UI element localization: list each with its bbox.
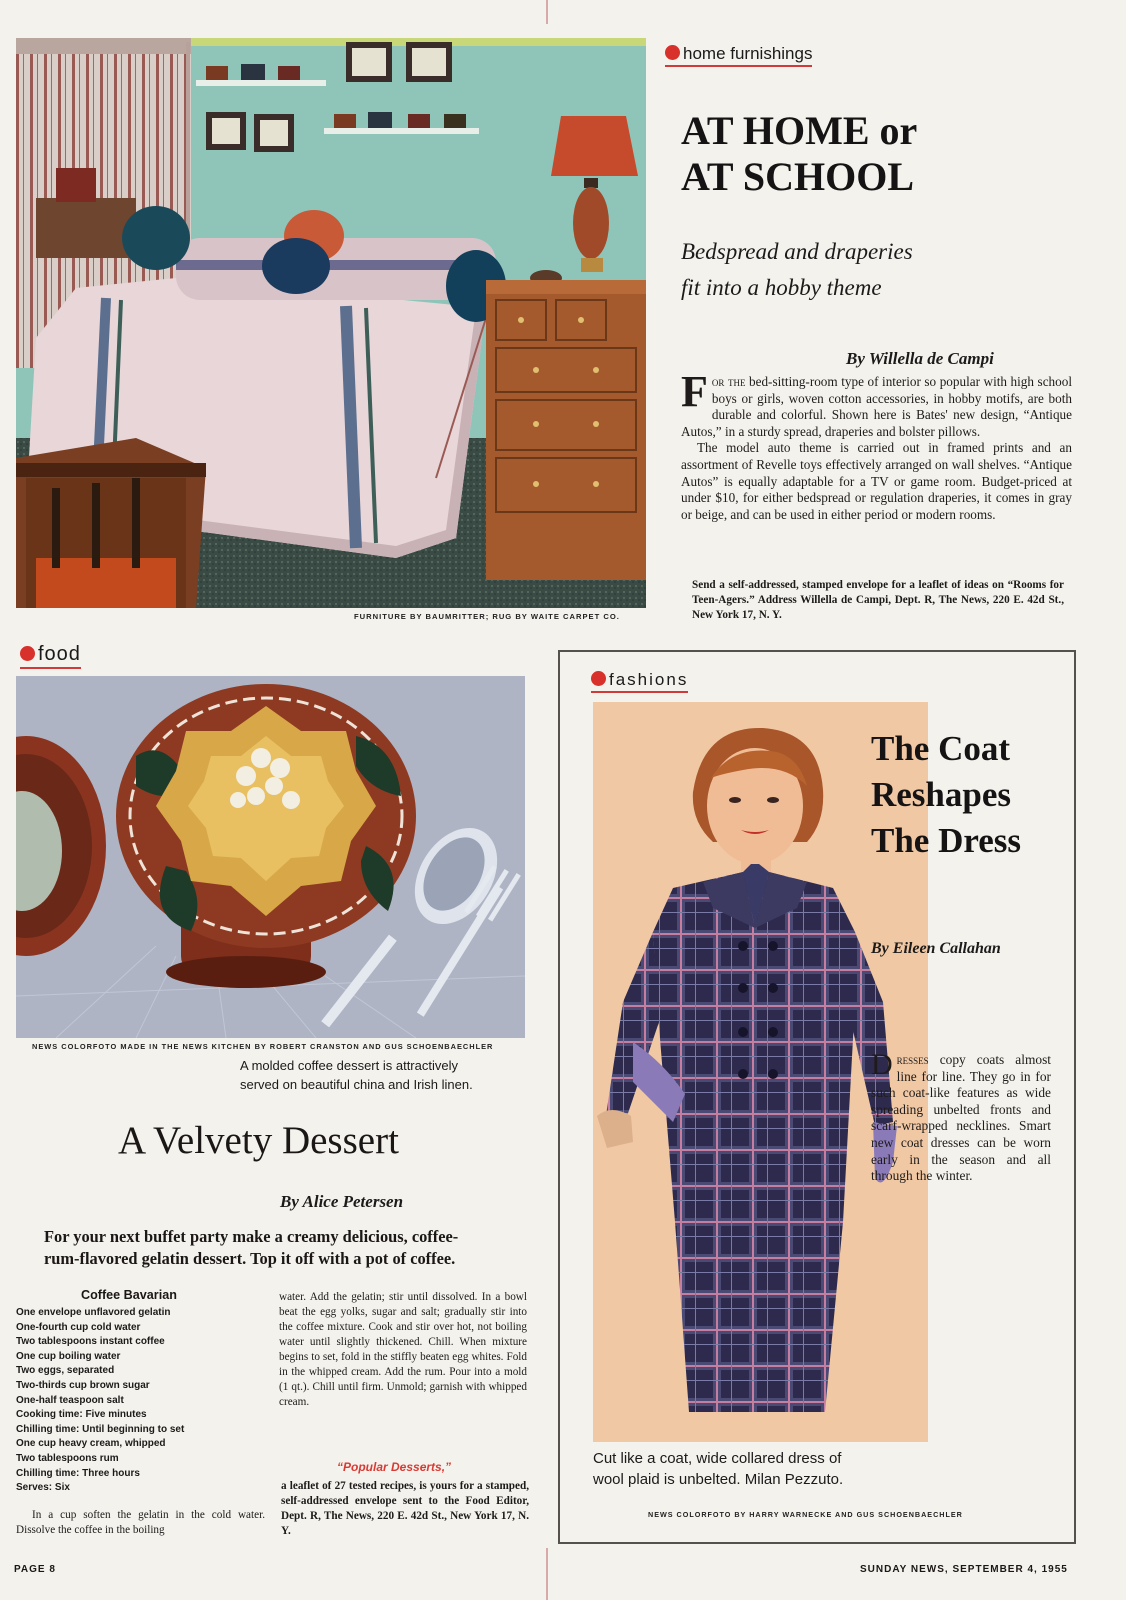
caption-line: Cut like a coat, wide collared dress of (593, 1450, 842, 1467)
method-paragraph: In a cup soften the gelatin in the cold water. Dissolve the coffee in the boiling (16, 1509, 265, 1536)
fold-mark (546, 1548, 548, 1600)
ingredient-item: One-fourth cup cold water (16, 1321, 141, 1333)
headline-line: The Dress (871, 821, 1022, 860)
ingredient-item: One envelope unflavored gelatin (16, 1307, 171, 1318)
photo-credit: FURNITURE BY BAUMRITTER; RUG BY WAITE CARPET CO. (354, 612, 620, 621)
section-tag-fashions (591, 670, 688, 693)
recipe-method-continued (279, 1290, 527, 1410)
section-tag-label: fashions (609, 670, 689, 689)
drop-cap: D (871, 1048, 893, 1081)
intro-line: For your next buffet party make a creamy delicious, coffee- (44, 1227, 459, 1246)
lead-in: resses (896, 1052, 929, 1067)
ingredient-item: Two-thirds cup brown sugar (16, 1379, 150, 1391)
headline-line: AT HOME or (681, 108, 918, 153)
caption-line: wool plaid is unbelted. Milan Pezzuto. (593, 1471, 844, 1488)
section-tag-food (20, 643, 81, 669)
leaflet-offer: a leaflet of 27 tested recipes, is yours for a stamped, self-addressed envelope sent to the Food Editor, Dept. R, The News, 220 E. 42d St., New York 17, N. Y. (281, 1480, 529, 1537)
article-intro (44, 1226, 458, 1270)
recipe-title: Coffee Bavarian (81, 1288, 177, 1302)
caption-line: A molded coffee dessert is attractively (240, 1058, 458, 1073)
recipe-method (16, 1508, 265, 1538)
dessert-photo (16, 676, 525, 1038)
deck-line: fit into a hobby theme (681, 275, 882, 300)
ingredient-item: Two tablespoons rum (16, 1452, 119, 1464)
photo-caption (593, 1448, 843, 1490)
section-dot-icon (20, 646, 35, 661)
newspaper-dateline: SUNDAY NEWS, SEPTEMBER 4, 1955 (860, 1564, 1068, 1575)
paragraph: The model auto theme is carried out in framed prints and an assortment of Revelle toys effectively arranged on wall shelves. “Antique Autos” is equally adaptable for a TV or game room. Budget-priced at under $10, for either bedspread or regulation draperies, it comes in gray or beige, and can be used in either period or modern rooms. (681, 440, 1072, 522)
section-dot-icon (591, 671, 606, 686)
photo-caption (240, 1056, 473, 1094)
article-body (681, 367, 1072, 523)
ingredient-item: One cup heavy cream, whipped (16, 1438, 166, 1450)
article-body (871, 1048, 1051, 1185)
article-deck (681, 234, 913, 306)
drop-cap: F (681, 367, 708, 416)
ingredient-item: Two eggs, separated (16, 1365, 115, 1377)
ingredient-item: One-half teaspoon salt (16, 1394, 124, 1406)
byline: By Alice Petersen (280, 1192, 404, 1211)
headline-line: The Coat (871, 729, 1011, 768)
ingredient-item: Serves: Six (16, 1482, 70, 1494)
paragraph: copy coats almost line for line. They go in for such coat-like features as wide spreading unbelted fronts and scarf-wrapped necklines. Smart new coat dresses can be worn early in the season and all through the winter. (871, 1052, 1051, 1184)
page-number: PAGE 8 (14, 1564, 56, 1575)
byline: By Willella de Campi (846, 349, 994, 368)
byline: By Eileen Callahan (871, 940, 1001, 957)
photo-credit: NEWS COLORFOTO BY HARRY WARNECKE AND GUS SCHOENBAECHLER (648, 1510, 963, 1519)
article-headline (871, 726, 1021, 864)
ingredient-item: One cup boiling water (16, 1350, 121, 1362)
leaflet-title: “Popular Desserts,” (337, 1460, 452, 1474)
article-headline (681, 108, 917, 200)
article-headline: A Velvety Dessert (118, 1119, 399, 1162)
ingredient-item: Cooking time: Five minutes (16, 1409, 147, 1421)
bedroom-photo (16, 38, 646, 608)
ingredient-item: Chilling time: Three hours (16, 1467, 140, 1479)
lead-in: or the (711, 374, 746, 389)
intro-line: rum-flavored gelatin dessert. Top it off with a pot of coffee. (44, 1249, 456, 1268)
section-tag-label: food (38, 643, 81, 665)
headline-line: Reshapes (871, 775, 1012, 814)
caption-line: served on beautiful china and Irish linen. (240, 1077, 473, 1092)
ingredient-item: Two tablespoons instant coffee (16, 1336, 165, 1348)
ingredient-item: Chilling time: Until beginning to set (16, 1423, 185, 1435)
paragraph: bed-sitting-room type of interior so popular with high school boys or girls, woven cotton accessories, in hobby motifs, are both durable and colorful. Shown here is Bates' new design, “Antique Autos,” in a sturdy spread, draperies and bolster pillows. (681, 374, 1072, 439)
headline-line: AT SCHOOL (681, 154, 915, 199)
ingredient-list (16, 1306, 261, 1496)
leaflet-note: Send a self-addressed, stamped envelope for a leaflet of ideas on “Rooms for Teen-Agers.” Address Willella de Campi, Dept. R, The News, 220 E. 42d St., New York 17, N. Y. (692, 579, 1064, 621)
section-dot-icon (665, 45, 680, 60)
photo-credit: NEWS COLORFOTO MADE IN THE NEWS KITCHEN BY ROBERT CRANSTON AND GUS SCHOENBAECHLER (32, 1042, 494, 1051)
deck-line: Bedspread and draperies (681, 239, 913, 264)
fold-mark (546, 0, 548, 24)
section-tag-label: home furnishings (683, 44, 813, 63)
section-tag-home-furnishings (665, 44, 812, 67)
method-paragraph: water. Add the gelatin; stir until dissolved. In a bowl beat the egg yolks, sugar and salt; gradually stir into the coffee mixture. Cook and stir over hot, not boiling water until slightly thickened. Chill. When mixture begins to set, fold in the stiffly beaten egg whites. Fold in the whipped cream. Add the rum. Pour into a mold (1 qt.). Chill until firm. Unmold; garnish with whipped cream. (279, 1291, 527, 1408)
